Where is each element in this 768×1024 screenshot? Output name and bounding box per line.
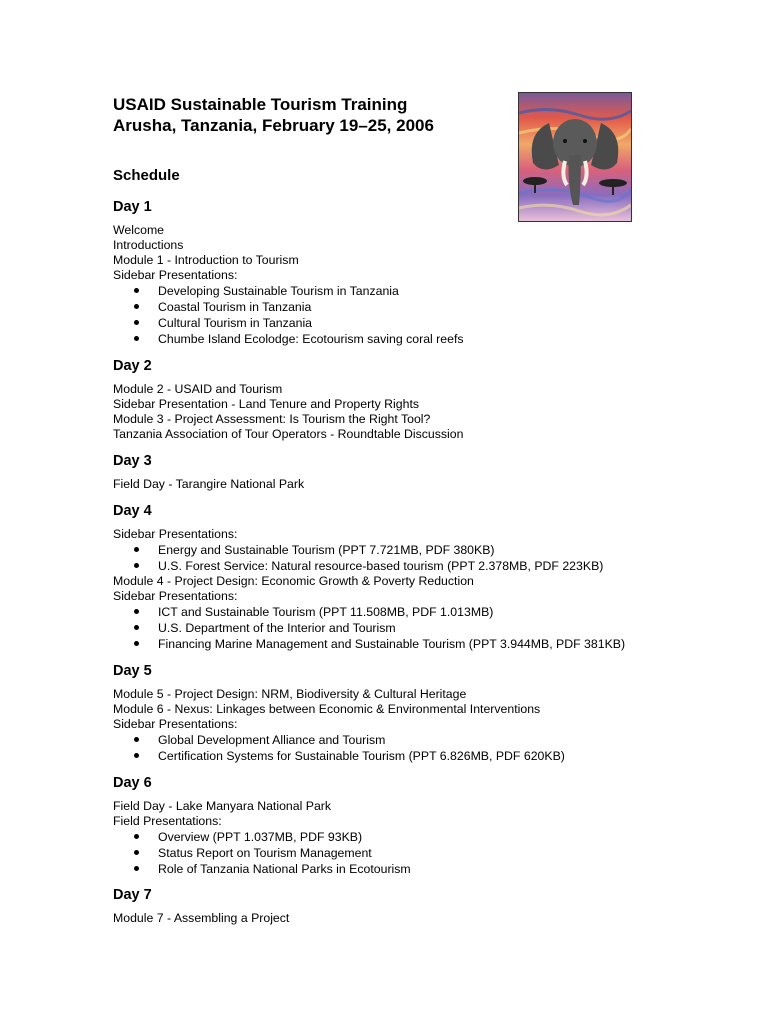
- day-heading: Day 7: [113, 887, 152, 903]
- day-section: [113, 887, 289, 926]
- bullet-icon: [134, 625, 139, 630]
- bullet-text: Developing Sustainable Tourism in Tanzania: [158, 284, 399, 298]
- day-section: [113, 358, 463, 442]
- day-section: [113, 453, 304, 492]
- schedule-line: Module 1 - Introduction to Tourism: [113, 253, 299, 267]
- bullet-text: Role of Tanzania National Parks in Ecotourism: [158, 862, 411, 876]
- bullet-text: Energy and Sustainable Tourism (PPT 7.721MB, PDF 380KB): [158, 543, 495, 557]
- bullet-item: [113, 542, 625, 558]
- bullet-item: [113, 732, 565, 748]
- schedule-line: Sidebar Presentations:: [113, 717, 238, 731]
- bullet-text: Overview (PPT 1.037MB, PDF 93KB): [158, 830, 363, 844]
- bullet-text: ICT and Sustainable Tourism (PPT 11.508MB, PDF 1.013MB): [158, 605, 494, 619]
- bullet-item: [113, 299, 464, 315]
- bullet-text: Global Development Alliance and Tourism: [158, 733, 386, 747]
- schedule-line: Module 6 - Nexus: Linkages between Economic & Environmental Interventions: [113, 702, 541, 716]
- day-heading: Day 5: [113, 663, 152, 679]
- day-section: [113, 663, 565, 764]
- schedule-line: Sidebar Presentations:: [113, 589, 238, 603]
- bullet-item: [113, 558, 625, 574]
- bullet-item: [113, 829, 411, 845]
- page-title: [113, 94, 434, 136]
- schedule-line: Module 2 - USAID and Tourism: [113, 382, 283, 396]
- bullet-icon: [134, 304, 139, 309]
- bullet-icon: [134, 336, 139, 341]
- schedule-line: Sidebar Presentation - Land Tenure and Property Rights: [113, 397, 420, 411]
- bullet-text: U.S. Forest Service: Natural resource-based tourism (PPT 2.378MB, PDF 223KB): [158, 559, 604, 573]
- bullet-text: Status Report on Tourism Management: [158, 846, 372, 860]
- bullet-item: [113, 845, 411, 861]
- day-heading: Day 3: [113, 453, 152, 469]
- bullet-icon: [134, 320, 139, 325]
- bullet-icon: [134, 609, 139, 614]
- bullet-icon: [134, 753, 139, 758]
- schedule-line: Module 7 - Assembling a Project: [113, 911, 290, 925]
- schedule-line: Sidebar Presentations:: [113, 527, 238, 541]
- bullet-icon: [134, 866, 139, 871]
- day-heading: Day 4: [113, 503, 152, 519]
- day-section: [113, 503, 625, 652]
- elephant-painting-icon: [519, 93, 631, 221]
- schedule-line: Field Day - Tarangire National Park: [113, 477, 305, 491]
- bullet-icon: [134, 737, 139, 742]
- bullet-item: [113, 604, 625, 620]
- day-heading: Day 1: [113, 199, 152, 215]
- schedule-line: Introductions: [113, 238, 184, 252]
- bullet-icon: [134, 834, 139, 839]
- day-heading: Day 6: [113, 775, 152, 791]
- day-heading: Day 2: [113, 358, 152, 374]
- schedule-line: Tanzania Association of Tour Operators - Roundtable Discussion: [113, 427, 464, 441]
- bullet-item: [113, 620, 625, 636]
- bullet-text: U.S. Department of the Interior and Tourism: [158, 621, 396, 635]
- bullet-text: Cultural Tourism in Tanzania: [158, 316, 313, 330]
- bullet-icon: [134, 547, 139, 552]
- schedule-line: Field Day - Lake Manyara National Park: [113, 799, 332, 813]
- day-section: [113, 199, 464, 347]
- bullet-icon: [134, 641, 139, 646]
- schedule-line: Sidebar Presentations:: [113, 268, 238, 282]
- schedule-heading: Schedule: [113, 167, 180, 184]
- schedule-line: Module 4 - Project Design: Economic Growth & Poverty Reduction: [113, 574, 474, 588]
- bullet-item: [113, 636, 625, 652]
- bullet-item: [113, 283, 464, 299]
- bullet-item: [113, 748, 565, 764]
- bullet-text: Chumbe Island Ecolodge: Ecotourism saving coral reefs: [158, 332, 464, 346]
- bullet-icon: [134, 288, 139, 293]
- bullet-text: Coastal Tourism in Tanzania: [158, 300, 312, 314]
- title-line-2: Arusha, Tanzania, February 19–25, 2006: [113, 116, 434, 135]
- bullet-text: Financing Marine Management and Sustainable Tourism (PPT 3.944MB, PDF 381KB): [158, 637, 626, 651]
- bullet-text: Certification Systems for Sustainable Tourism (PPT 6.826MB, PDF 620KB): [158, 749, 565, 763]
- bullet-icon: [134, 563, 139, 568]
- schedule-line: Module 5 - Project Design: NRM, Biodiversity & Cultural Heritage: [113, 687, 467, 701]
- bullet-item: [113, 861, 411, 877]
- day-section: [113, 775, 411, 877]
- bullet-item: [113, 331, 464, 347]
- schedule-line: Module 3 - Project Assessment: Is Tourism the Right Tool?: [113, 412, 431, 426]
- bullet-item: [113, 315, 464, 331]
- schedule-line: Welcome: [113, 223, 165, 237]
- bullet-icon: [134, 850, 139, 855]
- schedule-line: Field Presentations:: [113, 814, 222, 828]
- elephant-painting: [518, 92, 632, 222]
- title-line-1: USAID Sustainable Tourism Training: [113, 95, 408, 114]
